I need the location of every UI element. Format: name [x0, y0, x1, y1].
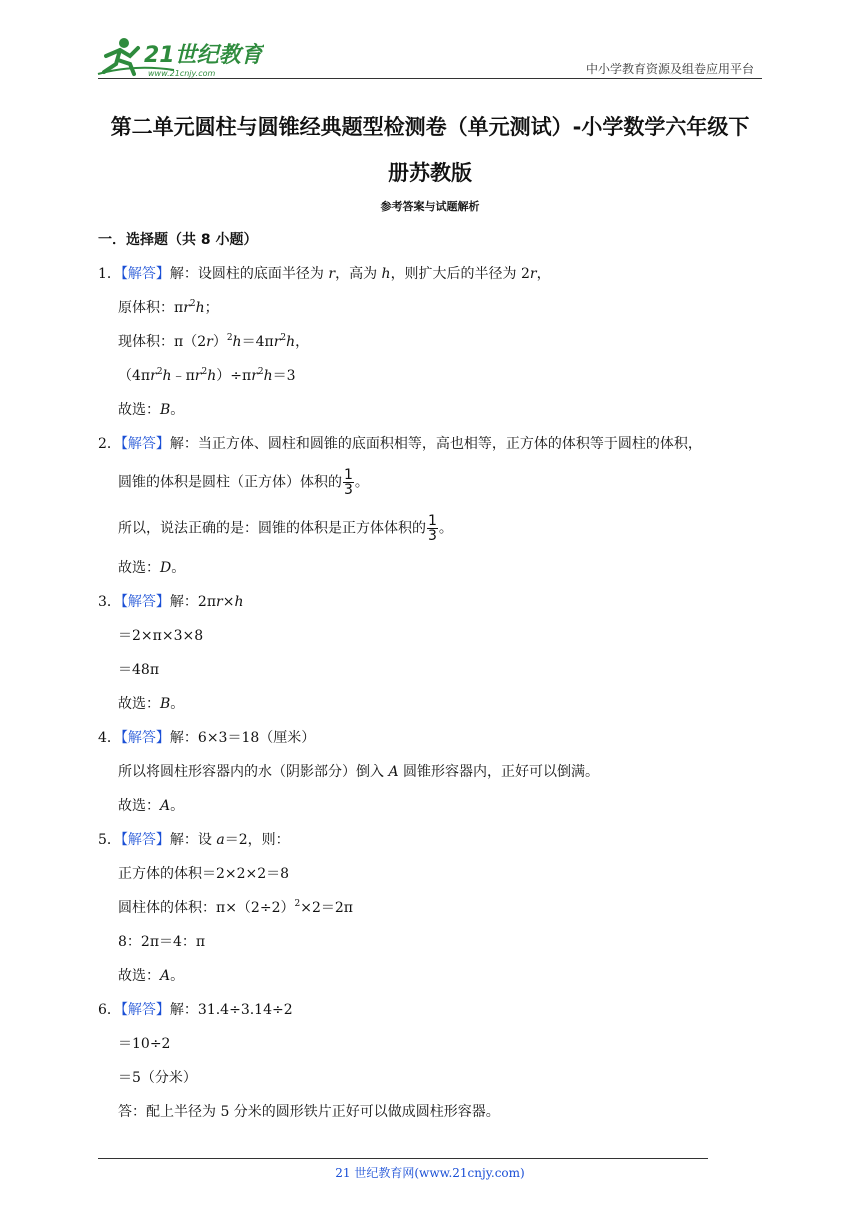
- answer-tag: 【解答】: [120, 832, 170, 848]
- q1-line-1: 1．【解答】解：设圆柱的底面半径为 r，高为 h，则扩大后的半径为 2r，: [98, 266, 551, 282]
- q3-line-3: ＝48π: [118, 662, 160, 678]
- answer-tag: 【解答】: [120, 730, 170, 746]
- q6-line-2: ＝10÷2: [118, 1036, 171, 1052]
- answer-tag: 【解答】: [120, 436, 170, 452]
- fraction-one-third: $\frac{1}{3}$: [344, 467, 353, 498]
- q5-line-3: 圆柱体的体积：$\pi\times(2\div 2)^2\times 2=2\pi$: [118, 899, 353, 916]
- q2-line-1: 2．【解答】解：当正方体、圆柱和圆锥的底面积相等，高也相等，正方体的体积等于圆柱的体积，: [98, 436, 702, 452]
- fraction-one-third: $\frac{1}{3}$: [428, 513, 437, 544]
- q6-line-3: ＝5（分米）: [118, 1070, 197, 1086]
- q4-line-1: 4．【解答】解：6×3＝18（厘米）: [98, 730, 316, 746]
- header-divider: [98, 78, 762, 79]
- title-line-1: 第二单元圆柱与圆锥经典题型检测卷（单元测试）-小学数学六年级下: [110, 115, 750, 139]
- svg-text:www.21cnjy.com: www.21cnjy.com: [148, 69, 216, 78]
- q2-answer: 故选：D。: [118, 560, 186, 576]
- q4-answer: 故选：A。: [118, 798, 185, 814]
- page-title: [96, 104, 764, 196]
- q5-line-4: 8：2π＝4：π: [118, 934, 206, 950]
- q3-line-2: ＝2×π×3×8: [118, 628, 204, 644]
- page-subtitle: 参考答案与试题解析: [380, 200, 480, 213]
- q1-line-4: $(4\pi r^2h﹣\pi r^2h)\div\pi r^2h=3$: [118, 367, 296, 384]
- answer-tag: 【解答】: [120, 266, 170, 282]
- title-line-2: 册苏教版: [388, 161, 472, 185]
- q4-line-2: 所以将圆柱形容器内的水（阴影部分）倒入 A 圆锥形容器内，正好可以倒满。: [118, 764, 600, 780]
- runner-logo-icon: [94, 34, 264, 80]
- section-heading: 一．选择题（共 8 小题）: [98, 232, 258, 248]
- answer-tag: 【解答】: [120, 594, 170, 610]
- q2-line-2: 圆锥的体积是圆柱（正方体）体积的 $\frac{1}{3}$ 。: [118, 467, 369, 498]
- answer-tag: 【解答】: [120, 1002, 170, 1018]
- q6-line-4: 答：配上半径为 5 分米的圆形铁片正好可以做成圆柱形容器。: [118, 1104, 500, 1120]
- q1-answer: 故选：B。: [118, 402, 185, 418]
- q3-line-1: 3．【解答】解：2πr×h: [98, 594, 244, 610]
- q5-answer: 故选：A。: [118, 968, 185, 984]
- q1-line-2: 原体积：$\pi r^2h$；: [118, 299, 219, 316]
- footer-link[interactable]: 21 世纪教育网(www.21cnjy.com): [335, 1166, 525, 1180]
- q5-line-2: 正方体的体积＝2×2×2＝8: [118, 866, 290, 882]
- svg-text:21世纪教育: 21世纪教育: [144, 43, 263, 68]
- q1-line-3: 现体积：$\pi(2r)^2h=4\pi r^2h$，: [118, 333, 310, 350]
- q5-line-1: 5．【解答】解：设 a＝2，则：: [98, 832, 290, 848]
- site-logo: [94, 34, 264, 80]
- q2-line-3: 所以，说法正确的是：圆锥的体积是正方体体积的 $\frac{1}{3}$ 。: [118, 513, 453, 544]
- q3-answer: 故选：B。: [118, 696, 185, 712]
- footer-divider: [98, 1158, 708, 1159]
- header-platform-text: 中小学教育资源及组卷应用平台: [585, 62, 754, 76]
- q6-line-1: 6．【解答】解：31.4÷3.14÷2: [98, 1002, 293, 1018]
